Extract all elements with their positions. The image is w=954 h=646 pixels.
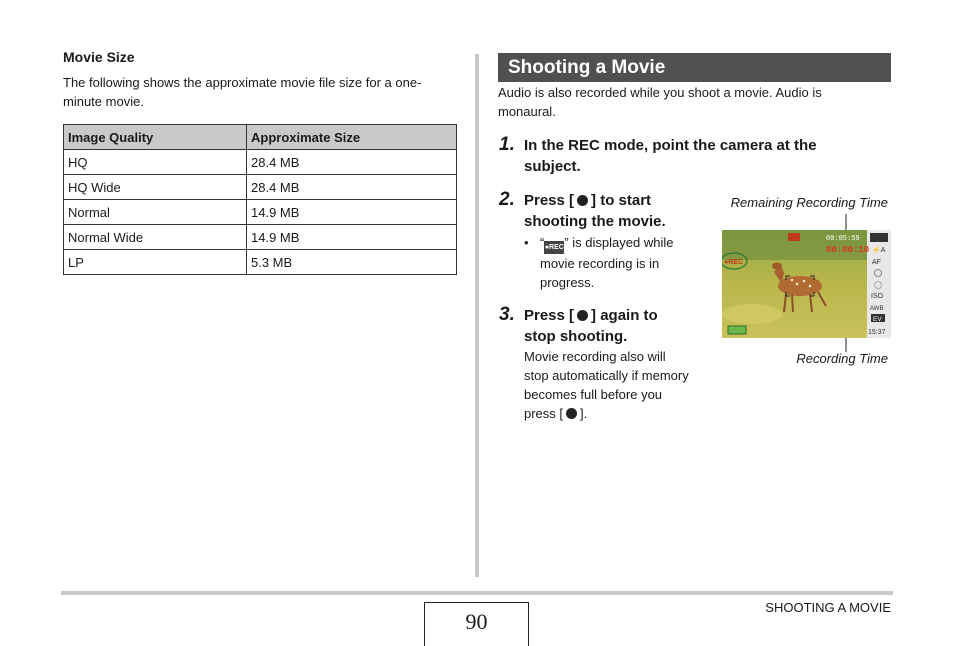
table-row (64, 250, 457, 275)
rec-icon: ●REC (544, 241, 564, 254)
right-intro-line-1: Audio is also recorded while you shoot a movie. Audio is (498, 85, 822, 100)
note-4-pre: press [ (524, 406, 564, 421)
camera-screen-figure (722, 214, 892, 354)
step-2-bullet (540, 233, 673, 292)
recording-time: 00:00:10 (826, 245, 870, 255)
step-3-text (524, 305, 658, 347)
caption-remaining-time: Remaining Recording Time (730, 195, 888, 210)
ev-icon: EV (873, 316, 882, 323)
step-3-note-4 (524, 404, 689, 423)
step-3-note-3: becomes full before you (524, 387, 663, 402)
rec-indicator: ●REC (724, 259, 744, 266)
note-4-post: ]. (580, 406, 588, 421)
table-row (64, 225, 457, 250)
grass-highlight (722, 304, 782, 324)
step-1-line-2: subject. (524, 158, 581, 175)
bullet-text: ” is displayed while (564, 235, 674, 250)
iso-icon: ISO (871, 293, 884, 300)
right-intro-line-2: monaural. (498, 104, 556, 119)
step-2-bullet-line-1 (540, 233, 673, 254)
step-2-post: ] to start (591, 192, 652, 209)
step-2-text (524, 190, 666, 232)
step-2-bullet-marker: • (524, 235, 529, 250)
movie-size-table (63, 124, 457, 275)
step-3-line-1 (524, 305, 658, 326)
table-row (64, 150, 457, 175)
section-title: Movie Size (63, 49, 135, 65)
step-2-line-1 (524, 190, 666, 211)
column-divider (475, 54, 479, 577)
step-2-pre: Press [ (524, 192, 575, 209)
shutter-button-icon (577, 195, 588, 206)
intro-line-2: minute movie. (63, 94, 144, 109)
table-cell: Normal Wide (64, 225, 247, 250)
step-3-post: ] again to (591, 307, 658, 324)
page-title: Shooting a Movie (498, 53, 891, 82)
step-3-note-1: Movie recording also will (524, 349, 666, 364)
awb-icon: AWB (870, 306, 884, 312)
table-cell: Normal (64, 200, 247, 225)
step-2-line-2: shooting the movie. (524, 213, 666, 230)
table-cell: 28.4 MB (247, 175, 457, 200)
shutter-button-icon (577, 310, 588, 321)
table-row (64, 175, 457, 200)
quote-open: “ (540, 235, 545, 250)
footer-section-label: SHOOTING A MOVIE (765, 600, 891, 615)
step-3-note-2: stop automatically if memory (524, 368, 689, 383)
table-cell: LP (64, 250, 247, 275)
intro-line-1: The following shows the approximate movie file size for a one- (63, 75, 422, 90)
step-2-bullet-line-2: movie recording is in (540, 256, 660, 271)
step-1-text (524, 135, 817, 177)
step-3-line-2: stop shooting. (524, 328, 628, 345)
step-3-number: 3. (499, 304, 515, 325)
column-header: Approximate Size (247, 125, 457, 150)
table-cell: 14.9 MB (247, 200, 457, 225)
step-3-note (524, 347, 689, 423)
step-2-bullet-line-3: progress. (540, 275, 595, 290)
page-number: 90 (424, 602, 529, 646)
column-header: Image Quality (64, 125, 247, 150)
remaining-recording-time: 00:05:59 (826, 235, 860, 243)
clock: 15:37 (868, 329, 886, 336)
table-cell: HQ Wide (64, 175, 247, 200)
table-cell: 5.3 MB (247, 250, 457, 275)
step-3-pre: Press [ (524, 307, 575, 324)
table-cell: 28.4 MB (247, 150, 457, 175)
table-header-row (64, 125, 457, 150)
step-1-number: 1. (499, 134, 515, 155)
table-row (64, 200, 457, 225)
movie-mode-icon (788, 233, 800, 241)
shutter-button-icon (566, 408, 577, 419)
footer-divider (61, 591, 893, 595)
table-cell: HQ (64, 150, 247, 175)
battery-icon (728, 326, 746, 334)
quality-icon (870, 233, 888, 242)
caption-recording-time: Recording Time (796, 351, 888, 366)
af-icon: AF (872, 259, 881, 266)
step-2-number: 2. (499, 189, 515, 210)
table-cell: 14.9 MB (247, 225, 457, 250)
step-1-line-1: In the REC mode, point the camera at the (524, 137, 817, 154)
flash-icon: ⚡A (872, 247, 886, 254)
